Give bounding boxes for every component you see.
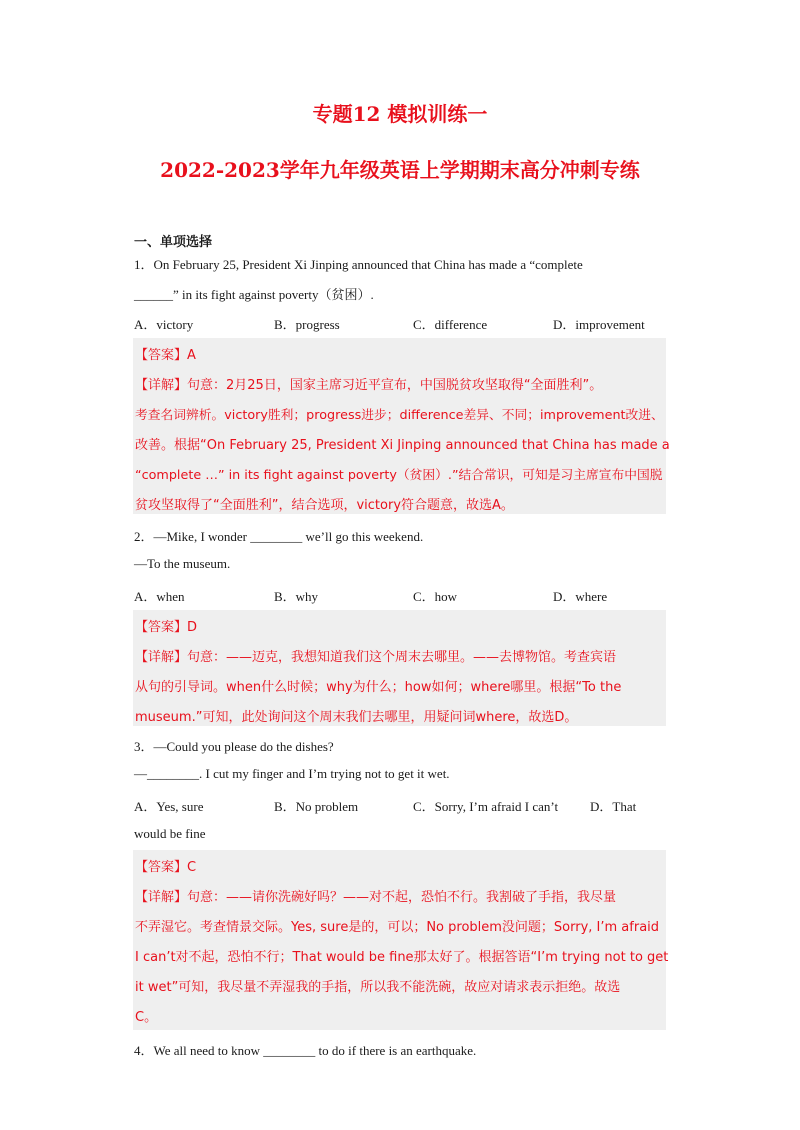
question-2-reply: —To the museum. (134, 556, 231, 571)
question-3-stem: 3．—Could you please do the dishes? (134, 739, 334, 754)
question-3-option-d-cont: would be fine (134, 826, 206, 841)
question-1-analysis-line: 改善。根据“On February 25, President Xi Jinping announced that China has made a (135, 438, 670, 453)
question-1-answer-box (133, 338, 666, 514)
question-2-stem: 2．—Mike, I wonder ________ we’ll go this weekend. (134, 529, 424, 544)
question-2-option-a: A．when (134, 589, 185, 604)
question-3-analysis-line: I can’t对不起，恐怕不行；That would be fine那太好了。根据答语“I’m trying not to get (135, 950, 669, 965)
question-4-stem: 4．We all need to know ________ to do if there is an earthquake. (134, 1043, 477, 1058)
question-1-analysis-line: “complete …” in its fight against poverty（贫困）.”结合常识，可知是习主席宣布中国脱 (135, 468, 663, 483)
question-1-option-a: A．victory (134, 317, 194, 332)
question-2-analysis-line: museum.”可知，此处询问这个周末我们去哪里，用疑问词where，故选D。 (135, 710, 578, 725)
question-1-analysis-line: 【详解】句意：2月25日，国家主席习近平宣布，中国脱贫攻坚取得“全面胜利”。 (135, 378, 603, 393)
question-3-option-d: D．That (590, 799, 637, 814)
question-3-analysis-line: 不弄湿它。考查情景交际。Yes, sure是的，可以；No problem没问题；Sorry, I’m afraid (135, 920, 660, 935)
question-1-stem: 1．On February 25, President Xi Jinping announced that China has made a “complete (134, 257, 583, 272)
question-3-reply: —________. I cut my finger and I’m trying not to get it wet. (134, 766, 450, 781)
question-1-answer: 【答案】A (135, 348, 196, 363)
document-subtitle: 2022-2023学年九年级英语上学期期末高分冲刺专练 (160, 158, 640, 182)
question-1-analysis-line: 贫攻坚取得了“全面胜利”，结合选项，victory符合题意，故选A。 (135, 498, 514, 513)
question-2-option-c: C．how (413, 589, 458, 604)
question-2-analysis-line: 从句的引导词。when什么时候；why为什么；how如何；where哪里。根据“To the (135, 680, 622, 695)
question-2-answer: 【答案】D (135, 620, 198, 635)
question-3-answer-box (133, 850, 669, 1030)
question-3-analysis-line: 【详解】句意：——请你洗碗好吗？——对不起，恐怕不行。我割破了手指，我尽量 (135, 890, 617, 905)
question-1-option-d: D．improvement (553, 317, 645, 332)
question-1-analysis-line: 考查名词辨析。victory胜利；progress进步；difference差异、不同；improvement改进、 (135, 408, 664, 423)
question-3-analysis-line: it wet”可知，我尽量不弄湿我的手指，所以我不能洗碗，故应对请求表示拒绝。故选 (135, 980, 621, 995)
question-3-analysis-line: C。 (135, 1010, 158, 1025)
question-3-answer: 【答案】C (135, 860, 197, 875)
question-3-option-c: C．Sorry, I’m afraid I can’t (413, 799, 559, 814)
document-title: 专题12 模拟训练一 (312, 102, 488, 126)
question-2-option-d: D．where (553, 589, 608, 604)
question-3-option-a: A．Yes, sure (134, 799, 204, 814)
question-1-stem-cont: ______” in its fight against poverty（贫困）. (134, 287, 374, 302)
question-1-option-b: B．progress (274, 317, 340, 332)
question-2-analysis-line: 【详解】句意：——迈克，我想知道我们这个周末去哪里。——去博物馆。考查宾语 (135, 650, 617, 665)
question-2-option-b: B．why (274, 589, 319, 604)
question-1-option-c: C．difference (413, 317, 488, 332)
question-3-option-b: B．No problem (274, 799, 359, 814)
section-heading: 一、单项选择 (134, 235, 213, 250)
